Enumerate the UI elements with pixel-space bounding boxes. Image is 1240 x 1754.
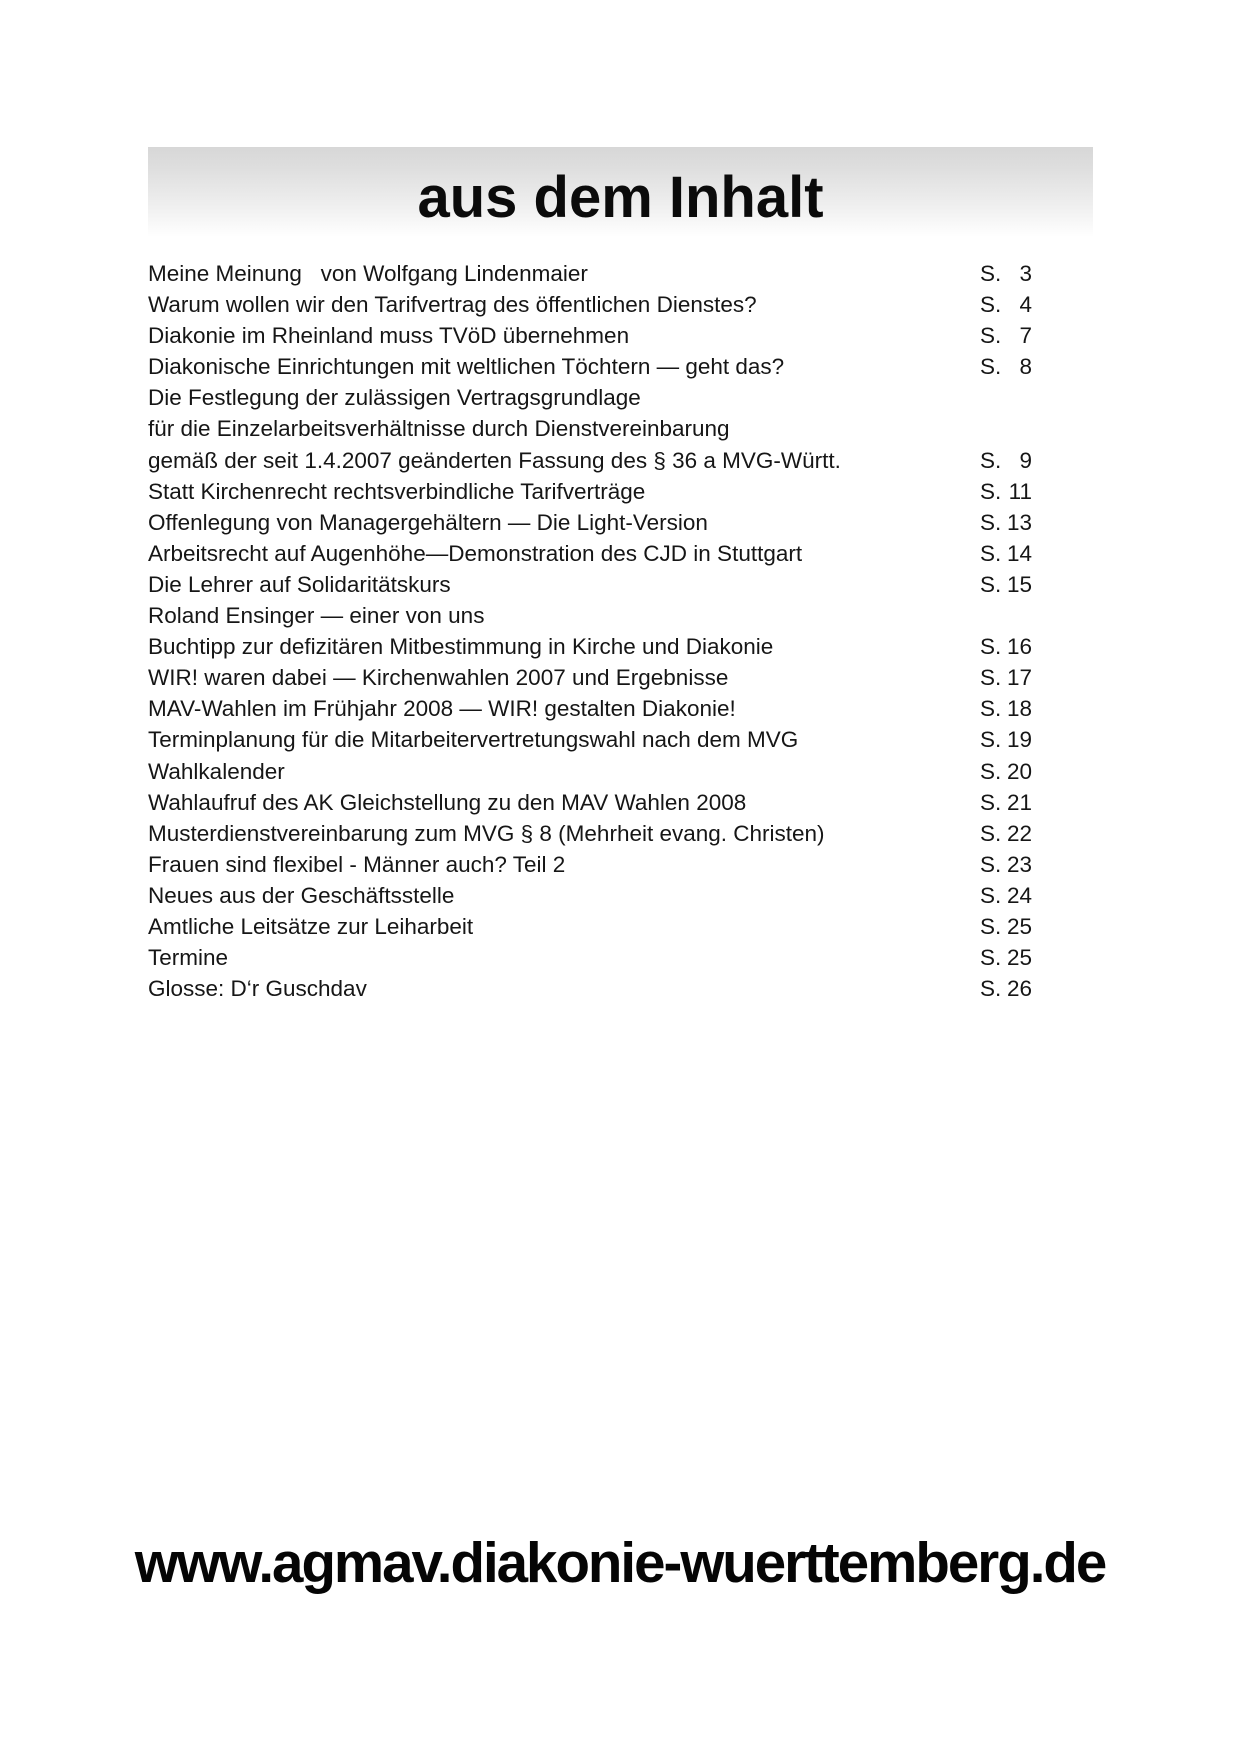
- toc-entry-title: Glosse: D‘r Guschdav: [148, 976, 367, 1002]
- page-prefix: S.: [980, 820, 1002, 846]
- toc-entry-title: MAV-Wahlen im Frühjahr 2008 — WIR! gestalten Diakonie!: [148, 696, 736, 722]
- toc-page-ref: [980, 973, 1032, 1004]
- page-number: 22: [1006, 820, 1032, 846]
- page-prefix: S.: [980, 882, 1002, 908]
- page-prefix: S.: [980, 540, 1002, 566]
- toc-row: [148, 880, 1032, 911]
- toc-row: [148, 631, 1032, 662]
- page-prefix: S.: [980, 851, 1002, 877]
- page-prefix: S.: [980, 261, 1002, 286]
- toc-entry-title: Die Festlegung der zulässigen Vertragsgrundlage: [148, 385, 641, 411]
- toc-entry-title: für die Einzelarbeitsverhältnisse durch Dienstvereinbarung: [148, 416, 730, 442]
- page-prefix: S.: [980, 758, 1002, 784]
- page-number: 18: [1006, 696, 1032, 722]
- page-prefix: S.: [980, 634, 1002, 660]
- toc-entry-title: Diakonische Einrichtungen mit weltlichen Töchtern — geht das?: [148, 354, 785, 380]
- page-number: 8: [1019, 354, 1032, 380]
- toc-entry-title: Arbeitsrecht auf Augenhöhe—Demonstration des CJD in Stuttgart: [148, 540, 803, 566]
- toc-entry-title: Amtliche Leitsätze zur Leiharbeit: [148, 913, 474, 939]
- toc-entry-title: Terminplanung für die Mitarbeitervertretungswahl nach dem MVG: [148, 727, 799, 753]
- toc-entry-title: Roland Ensinger — einer von uns: [148, 603, 485, 629]
- toc-page-ref: [980, 320, 1032, 351]
- page-number: 25: [1006, 913, 1032, 939]
- toc-entry-title: Frauen sind flexibel - Männer auch? Teil 2: [148, 851, 566, 877]
- page-prefix: S.: [980, 945, 1002, 971]
- toc-page-ref: [980, 911, 1032, 942]
- toc-row: [148, 538, 1032, 569]
- page-prefix: S.: [980, 727, 1002, 753]
- toc-page-ref: [980, 258, 1032, 289]
- page-prefix: S.: [980, 571, 1002, 597]
- toc-page-ref: [980, 942, 1032, 973]
- toc-page-ref: [980, 476, 1032, 507]
- toc-page-ref: [980, 818, 1032, 849]
- toc-row: [148, 787, 1032, 818]
- page-prefix: S.: [980, 913, 1002, 939]
- toc-row: [148, 320, 1032, 351]
- toc-row: [148, 445, 1032, 476]
- toc-page-ref: [980, 693, 1032, 724]
- toc-entry-title: Termine: [148, 945, 229, 971]
- toc-row: [148, 911, 1032, 942]
- page-prefix: S.: [980, 976, 1002, 1002]
- toc-page-ref: [980, 724, 1032, 755]
- toc-row: [148, 724, 1032, 755]
- toc-entry-title: Wahlkalender: [148, 758, 285, 784]
- page-number: 11: [1008, 478, 1032, 504]
- page-prefix: S.: [980, 323, 1002, 349]
- page-prefix: S.: [980, 447, 1002, 473]
- toc-page-ref: [980, 569, 1032, 600]
- page-number: 15: [1006, 571, 1032, 597]
- toc-row: [148, 507, 1032, 538]
- toc-row: [148, 693, 1032, 724]
- page-number: 20: [1006, 758, 1032, 784]
- page-prefix: S.: [980, 509, 1002, 535]
- toc-page-ref: [980, 351, 1032, 382]
- toc-row: [148, 258, 1032, 289]
- toc-row: [148, 413, 1032, 444]
- toc-page-ref: [980, 880, 1032, 911]
- page-prefix: S.: [980, 292, 1002, 318]
- page-prefix: S.: [980, 354, 1002, 380]
- toc-row: [148, 569, 1032, 600]
- toc-page-ref: [980, 445, 1032, 476]
- toc-page-ref: [980, 662, 1032, 693]
- table-of-contents: [148, 258, 1032, 1004]
- toc-page-ref: [980, 849, 1032, 880]
- toc-row: [148, 600, 1032, 631]
- website-url: www.agmav.diakonie-wuerttemberg.de: [134, 1531, 1106, 1595]
- page-number: 23: [1006, 851, 1032, 877]
- toc-row: [148, 662, 1032, 693]
- page-prefix: S.: [980, 478, 1002, 504]
- toc-row: [148, 756, 1032, 787]
- toc-entry-title: Statt Kirchenrecht rechtsverbindliche Tarifverträge: [148, 478, 646, 504]
- page-number: 3: [1019, 261, 1032, 286]
- page-number: 7: [1019, 323, 1032, 349]
- toc-row: [148, 942, 1032, 973]
- page-number: 17: [1006, 665, 1032, 691]
- toc-entry-title: Offenlegung von Managergehältern — Die Light-Version: [148, 509, 708, 535]
- page-number: 19: [1006, 727, 1032, 753]
- toc-page-ref: [980, 756, 1032, 787]
- page-prefix: S.: [980, 789, 1002, 815]
- toc-entry-title: gemäß der seit 1.4.2007 geänderten Fassung des § 36 a MVG-Württ.: [148, 447, 841, 473]
- toc-entry-title: Meine Meinung von Wolfgang Lindenmaier: [148, 261, 588, 286]
- toc-page-ref: [980, 538, 1032, 569]
- toc-page-ref: [980, 631, 1032, 662]
- page-number: 14: [1006, 540, 1032, 566]
- page-number: 21: [1006, 789, 1032, 815]
- page-prefix: S.: [980, 665, 1002, 691]
- toc-entry-title: Musterdienstvereinbarung zum MVG § 8 (Mehrheit evang. Christen): [148, 820, 825, 846]
- page-prefix: S.: [980, 696, 1002, 722]
- toc-row: [148, 351, 1032, 382]
- page-title: aus dem Inhalt: [417, 165, 824, 230]
- page-number: 25: [1006, 945, 1032, 971]
- toc-row: [148, 289, 1032, 320]
- toc-entry-title: Neues aus der Geschäftsstelle: [148, 882, 455, 908]
- toc-row: [148, 382, 1032, 413]
- toc-row: [148, 849, 1032, 880]
- toc-entry-title: Wahlaufruf des AK Gleichstellung zu den MAV Wahlen 2008: [148, 789, 747, 815]
- toc-row: [148, 476, 1032, 507]
- toc-entry-title: WIR! waren dabei — Kirchenwahlen 2007 und Ergebnisse: [148, 665, 729, 691]
- toc-entry-title: Diakonie im Rheinland muss TVöD übernehmen: [148, 323, 630, 349]
- toc-row: [148, 973, 1032, 1004]
- toc-entry-title: Buchtipp zur defizitären Mitbestimmung in Kirche und Diakonie: [148, 634, 774, 660]
- toc-entry-title: Warum wollen wir den Tarifvertrag des öffentlichen Dienstes?: [148, 292, 757, 318]
- toc-row: [148, 818, 1032, 849]
- page-number: 24: [1006, 882, 1032, 908]
- header-banner: [148, 147, 1093, 242]
- toc-page-ref: [980, 289, 1032, 320]
- toc-entry-title: Die Lehrer auf Solidaritätskurs: [148, 571, 451, 597]
- toc-page-ref: [980, 787, 1032, 818]
- page-number: 13: [1006, 509, 1032, 535]
- page-number: 9: [1019, 447, 1032, 473]
- page-number: 16: [1006, 634, 1032, 660]
- page-number: 26: [1006, 976, 1032, 1002]
- toc-page-ref: [980, 507, 1032, 538]
- page-number: 4: [1019, 292, 1032, 318]
